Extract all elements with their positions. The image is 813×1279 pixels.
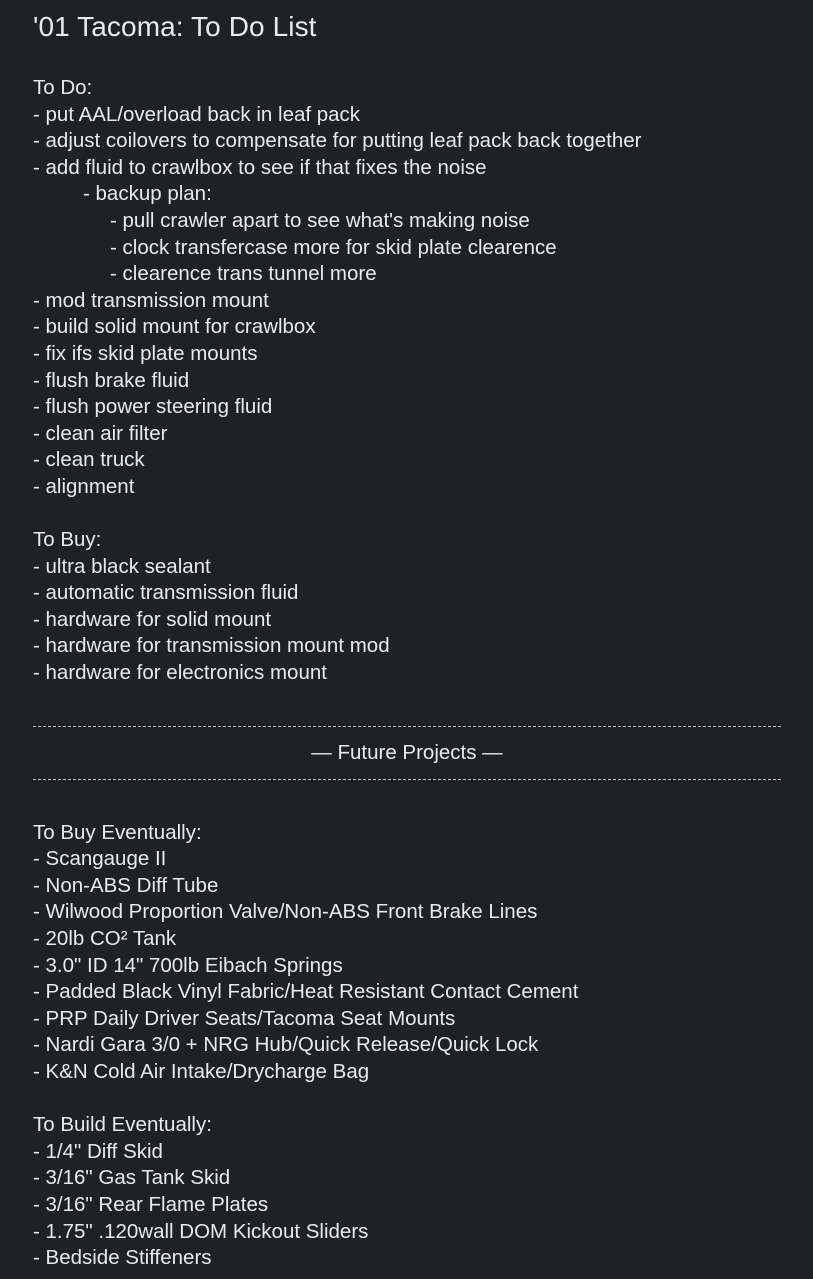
blank-line xyxy=(33,687,781,714)
list-item: - 20lb CO² Tank xyxy=(33,927,177,950)
list-item: - mod transmission mount xyxy=(33,288,269,312)
to-do-heading: To Do: xyxy=(33,76,93,99)
list-item: - hardware for solid mount xyxy=(33,607,272,631)
list-item: - clean truck xyxy=(33,448,145,472)
list-item: - add fluid to crawlbox to see if that fixes the noise xyxy=(33,155,487,179)
list-item: - clean air filter xyxy=(33,421,168,445)
list-item: - Scangauge II xyxy=(33,847,167,871)
list-item: - automatic transmission fluid xyxy=(33,581,299,605)
backup-plan-heading: - backup plan: xyxy=(83,182,212,206)
list-item: - adjust coilovers to compensate for putting leaf pack back together xyxy=(33,129,642,153)
list-item: - Wilwood Proportion Valve/Non-ABS Front Brake Lines xyxy=(33,900,538,924)
dashed-divider xyxy=(33,713,781,740)
list-item: - 1.75" .120wall DOM Kickout Sliders xyxy=(33,1219,369,1243)
list-item: - ultra black sealant xyxy=(33,554,211,578)
note-body[interactable] xyxy=(33,75,781,1272)
list-item: - Non-ABS Diff Tube xyxy=(33,873,219,897)
list-item: - 1/4" Diff Skid xyxy=(33,1139,163,1163)
list-item: - 3/16" Gas Tank Skid xyxy=(33,1166,231,1190)
list-item: - hardware for electronics mount xyxy=(33,661,327,685)
note-title[interactable]: '01 Tacoma: To Do List xyxy=(33,11,317,42)
dashed-divider xyxy=(33,766,781,793)
list-item: - hardware for transmission mount mod xyxy=(33,634,390,658)
list-item: - PRP Daily Driver Seats/Tacoma Seat Mounts xyxy=(33,1006,456,1030)
list-item: - Nardi Gara 3/0 + NRG Hub/Quick Release/Quick Lock xyxy=(33,1033,539,1057)
list-item: - pull crawler apart to see what's making noise xyxy=(110,208,530,232)
note-editor[interactable] xyxy=(33,0,781,1272)
blank-line xyxy=(33,501,781,528)
future-projects-heading: — Future Projects — xyxy=(311,740,503,764)
list-item: - 3/16" Rear Flame Plates xyxy=(33,1192,269,1216)
to-buy-heading: To Buy: xyxy=(33,528,102,552)
list-item: - 3.0" ID 14" 700lb Eibach Springs xyxy=(33,953,343,977)
list-item: - K&N Cold Air Intake/Drycharge Bag xyxy=(33,1059,370,1083)
blank-line xyxy=(33,793,781,820)
to-buy-eventually-heading: To Buy Eventually: xyxy=(33,820,202,844)
list-item: - Bedside Stiffeners xyxy=(33,1246,212,1270)
list-item: - flush brake fluid xyxy=(33,368,190,392)
blank-line xyxy=(33,1086,781,1113)
list-item: - clock transfercase more for skid plate clearence xyxy=(110,235,557,259)
list-item: - alignment xyxy=(33,474,135,498)
list-item: - Padded Black Vinyl Fabric/Heat Resistant Contact Cement xyxy=(33,980,579,1004)
list-item: - flush power steering fluid xyxy=(33,395,273,419)
to-build-eventually-heading: To Build Eventually: xyxy=(33,1113,212,1137)
list-item: - build solid mount for crawlbox xyxy=(33,315,316,339)
list-item: - clearence trans tunnel more xyxy=(110,262,377,286)
list-item: - put AAL/overload back in leaf pack xyxy=(33,102,361,126)
list-item: - fix ifs skid plate mounts xyxy=(33,341,258,365)
